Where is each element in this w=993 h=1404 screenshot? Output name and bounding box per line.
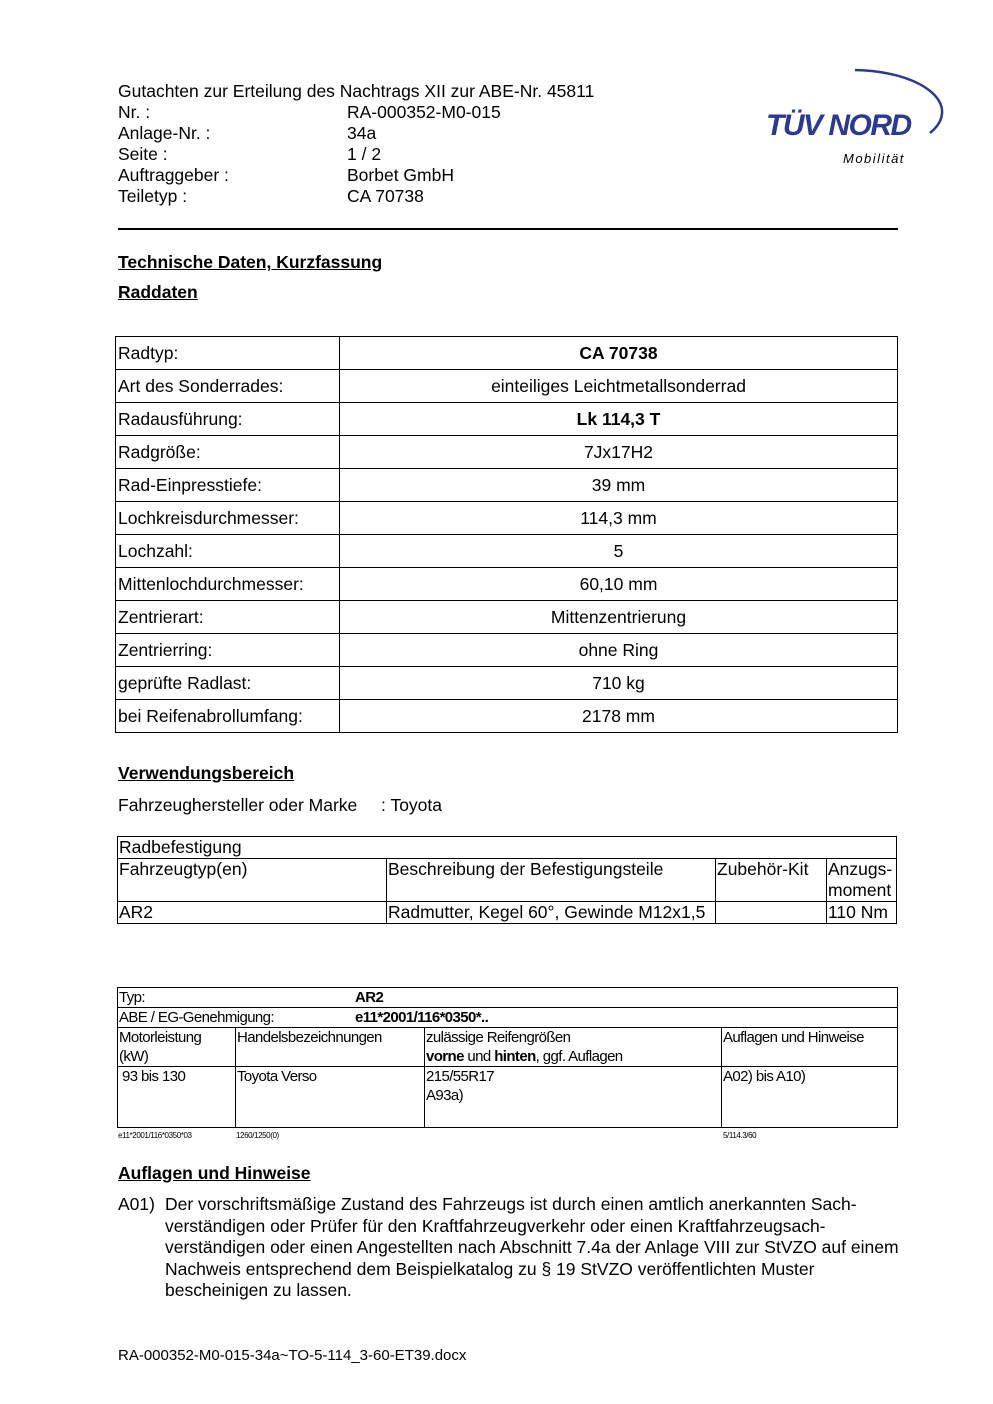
table-cell: AR2 xyxy=(118,902,387,924)
raddaten-label: Radtyp: xyxy=(116,337,340,370)
header-key: Auftraggeber : xyxy=(118,165,229,185)
header-divider xyxy=(118,228,898,230)
table-row xyxy=(118,902,897,924)
fahrzeughersteller-value: Toyota xyxy=(390,795,443,815)
abe-value: e11*2001/116*0350*.. xyxy=(355,1009,489,1026)
reifen-header-und: und xyxy=(463,1048,495,1065)
header-value: RA-000352-M0-015 xyxy=(347,102,501,122)
auflage-label: A01) xyxy=(118,1194,155,1214)
column-header: Anzugs-moment xyxy=(827,859,897,902)
raddaten-value: 7Jx17H2 xyxy=(340,436,898,469)
table-row xyxy=(116,634,898,667)
fahrzeughersteller-separator: : xyxy=(381,795,386,815)
raddaten-table xyxy=(115,336,898,733)
reifen-header-rest: , ggf. Auflagen xyxy=(535,1048,623,1065)
column-header: Handelsbezeichnungen xyxy=(236,1028,425,1067)
raddaten-label: Zentrierart: xyxy=(116,601,340,634)
raddaten-value: ohne Ring xyxy=(340,634,898,667)
logo-brand: TÜV NORD xyxy=(766,109,911,142)
table-row xyxy=(116,436,898,469)
footnote-pattern: 5/114.3/60 xyxy=(723,1131,757,1140)
table-row xyxy=(116,535,898,568)
raddaten-label: Mittenlochdurchmesser: xyxy=(116,568,340,601)
section-verwendungsbereich: Verwendungsbereich xyxy=(118,763,295,783)
abe-row xyxy=(118,1008,898,1028)
header-value: 34a xyxy=(347,123,377,143)
header-key: Nr. : xyxy=(118,102,151,122)
raddaten-value: Lk 114,3 T xyxy=(340,403,898,436)
auflage-text: Der vorschriftsmäßige Zustand des Fahrzeugs ist durch einen amtlich anerkannten Sach-verständigen oder Prüfer für den Kraftfahrzeugverkehr oder einen Kraftfahrzeugsach-verständigen oder einen Angestellten nach Abschnitt 7.4a der Anlage VIII zur StVZO auf einem Nachweis entsprechend dem Beispielkatalog zu § 19 StVZO veröffentlichten Muster bescheinigen zu lassen. xyxy=(165,1194,899,1300)
header-row-nr xyxy=(118,102,594,123)
table-cell: 110 Nm xyxy=(827,902,897,924)
header-key: Teiletyp : xyxy=(118,186,188,206)
tuv-nord-logo xyxy=(760,58,945,173)
reifen-header-line1: zulässige Reifengrößen xyxy=(426,1029,571,1046)
section-auflagen: Auflagen und Hinweise xyxy=(118,1163,311,1183)
footnote-weights: 1260/1250(0) xyxy=(236,1131,279,1140)
radbefestigung-table xyxy=(117,836,897,924)
table-row xyxy=(116,700,898,733)
typ-value: AR2 xyxy=(355,989,384,1006)
raddaten-value: 114,3 mm xyxy=(340,502,898,535)
raddaten-value: 5 xyxy=(340,535,898,568)
raddaten-value: CA 70738 xyxy=(340,337,898,370)
table-row xyxy=(118,859,897,902)
table-row xyxy=(118,837,897,859)
table-row xyxy=(116,568,898,601)
section-technische-daten: Technische Daten, Kurzfassung xyxy=(118,252,383,272)
table-row xyxy=(118,1008,898,1028)
logo-subtitle: Mobilität xyxy=(843,151,905,166)
raddaten-label: geprüfte Radlast: xyxy=(116,667,340,700)
reifen-value-2: A93a) xyxy=(426,1087,464,1104)
table-cell: A02) bis A10) xyxy=(722,1067,898,1128)
reifen-header-hinten: hinten xyxy=(494,1048,536,1065)
table-row xyxy=(116,469,898,502)
column-header: Motorleistung (kW) xyxy=(118,1028,236,1067)
table-row xyxy=(118,988,898,1008)
raddaten-value: 2178 mm xyxy=(340,700,898,733)
reifen-header-vorne: vorne xyxy=(426,1048,464,1065)
typ-row xyxy=(118,988,898,1008)
raddaten-label: Zentrierring: xyxy=(116,634,340,667)
table-cell-reifen xyxy=(425,1067,722,1128)
fahrzeughersteller-label: Fahrzeughersteller oder Marke xyxy=(118,795,358,815)
header-row-seite xyxy=(118,144,594,165)
raddaten-value: 39 mm xyxy=(340,469,898,502)
raddaten-label: Radgröße: xyxy=(116,436,340,469)
table-cell: 93 bis 130 xyxy=(118,1067,236,1128)
table-row xyxy=(116,370,898,403)
abe-label: ABE / EG-Genehmigung: xyxy=(119,1009,274,1026)
header-value: CA 70738 xyxy=(347,186,424,206)
raddaten-label: Lochzahl: xyxy=(116,535,340,568)
table-row xyxy=(118,1067,898,1128)
raddaten-value: 60,10 mm xyxy=(340,568,898,601)
table-row xyxy=(116,601,898,634)
radbefestigung-title: Radbefestigung xyxy=(118,837,897,859)
raddaten-label: Lochkreisdurchmesser: xyxy=(116,502,340,535)
table-cell xyxy=(716,902,827,924)
table-row xyxy=(118,1028,898,1067)
header-key: Anlage-Nr. : xyxy=(118,123,211,143)
raddaten-value: 710 kg xyxy=(340,667,898,700)
table-cell: Radmutter, Kegel 60°, Gewinde M12x1,5 xyxy=(387,902,716,924)
table-cell: Toyota Verso xyxy=(236,1067,425,1128)
raddaten-value: Mittenzentrierung xyxy=(340,601,898,634)
typ-label: Typ: xyxy=(119,989,145,1006)
column-header: Fahrzeugtyp(en) xyxy=(118,859,387,902)
raddaten-label: Art des Sonderrades: xyxy=(116,370,340,403)
section-raddaten: Raddaten xyxy=(118,282,198,302)
footer-filename: RA-000352-M0-015-34a~TO-5-114_3-60-ET39.docx xyxy=(118,1347,467,1364)
column-header: Beschreibung der Befestigungsteile xyxy=(387,859,716,902)
column-header: Zubehör-Kit xyxy=(716,859,827,902)
column-header: Auflagen und Hinweise xyxy=(722,1028,898,1067)
typ-table xyxy=(117,987,898,1128)
footnote-approval: e11*2001/116*0350*03 xyxy=(118,1131,192,1140)
table-row xyxy=(116,502,898,535)
table-row xyxy=(116,667,898,700)
table-row xyxy=(116,403,898,436)
column-header-reifen xyxy=(425,1028,722,1067)
raddaten-label: Rad-Einpresstiefe: xyxy=(116,469,340,502)
document-title: Gutachten zur Erteilung des Nachtrags XII zur ABE-Nr. 45811 xyxy=(118,81,595,101)
raddaten-value: einteiliges Leichtmetallsonderrad xyxy=(340,370,898,403)
reifen-value-1: 215/55R17 xyxy=(426,1068,494,1085)
document-header xyxy=(118,81,594,207)
raddaten-label: bei Reifenabrollumfang: xyxy=(116,700,340,733)
raddaten-label: Radausführung: xyxy=(116,403,340,436)
header-row-teiletyp xyxy=(118,186,594,207)
header-row-anlage xyxy=(118,123,594,144)
header-value: 1 / 2 xyxy=(347,144,382,164)
table-row xyxy=(116,337,898,370)
header-row-auftraggeber xyxy=(118,165,594,186)
fahrzeughersteller-line xyxy=(118,795,442,816)
header-value: Borbet GmbH xyxy=(347,165,454,185)
header-key: Seite : xyxy=(118,144,168,164)
